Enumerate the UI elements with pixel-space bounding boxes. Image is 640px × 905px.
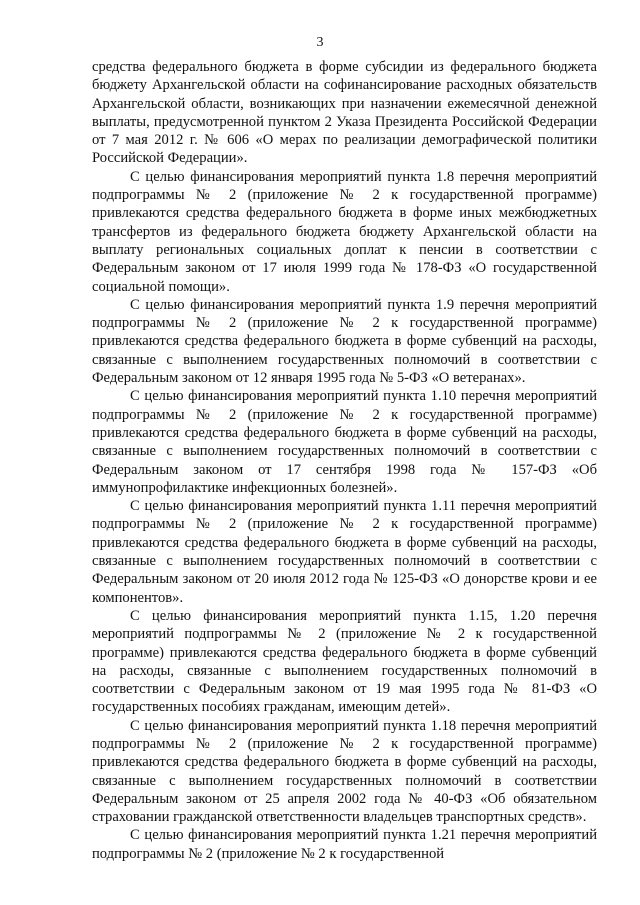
page-number: 3 [316, 35, 324, 50]
paragraph-item-1-11: С целью финансирования мероприятий пункта 1.11 перечня мероприятий подпрограммы № 2 (приложение № 2 к государственной программе) привлекаются средства федерального бюджета в форме субвенций на расходы, связанные с выполнением государственных полномочий в соответствии с Федеральным законом от 20 июля 2012 года № 125-ФЗ «О донорстве крови и ее компонентов». [92, 498, 597, 606]
paragraph-item-1-10: С целью финансирования мероприятий пункта 1.10 перечня мероприятий подпрограммы № 2 (приложение № 2 к государственной программе) привлекаются средства федерального бюджета в форме субвенций на расходы, связанные с выполнением государственных полномочий в соответствии с Федеральным законом от 17 сентября 1998 года № 157-ФЗ «Об иммунопрофилактике инфекционных болезней». [92, 388, 597, 496]
paragraph-item-1-21: С целью финансирования мероприятий пункта 1.21 перечня мероприятий подпрограммы № 2 (приложение № 2 к государственной [92, 827, 597, 862]
paragraph-item-1-15-1-20: С целью финансирования мероприятий пункта 1.15, 1.20 перечня мероприятий подпрограммы № 2 (приложение № 2 к государственной программе) привлекаются средства федерального бюджета в форме субвенций на расходы, связанные с выполнением государственных полномочий в соответствии с Федеральным законом от 19 мая 1995 года № 81-ФЗ «О государственных пособиях гражданам, имеющим детей». [92, 607, 597, 716]
paragraph-continuation: средства федерального бюджета в форме субсидии из федерального бюджета бюджету Архангельской области на софинансирование расходных обязательств Архангельской области, возникающих при назначении ежемесячной денежной выплаты, предусмотренной пунктом 2 Указа Президента Российской Федерации от 7 мая 2012 г. № 606 «О мерах по реализации демографической политики Российской Федерации». [92, 59, 597, 167]
paragraph-item-1-8: С целью финансирования мероприятий пункта 1.8 перечня мероприятий подпрограммы № 2 (приложение № 2 к государственной программе) привлекаются средства федерального бюджета в форме иных межбюджетных трансфертов из федерального бюджета бюджету Архангельской области на выплату региональных социальных доплат к пенсии в соответствии с Федеральным законом от 17 июля 1999 года № 178-ФЗ «О государственной социальной помощи». [92, 168, 597, 295]
document-body [92, 58, 597, 863]
paragraph-item-1-9: С целью финансирования мероприятий пункта 1.9 перечня мероприятий подпрограммы № 2 (приложение № 2 к государственной программе) привлекаются средства федерального бюджета в форме субвенций на расходы, связанные с выполнением государственных полномочий в соответствии с Федеральным законом от 12 января 1995 года № 5-ФЗ «О ветеранах». [92, 296, 597, 387]
paragraph-item-1-18: С целью финансирования мероприятий пункта 1.18 перечня мероприятий подпрограммы № 2 (приложение № 2 к государственной программе) привлекаются средства федерального бюджета в форме субвенций на расходы, связанные с выполнением государственных полномочий в соответствии Федеральным законом от 25 апреля 2002 года № 40-ФЗ «Об обязательном страховании гражданской ответственности владельцев транспортных средств». [92, 717, 597, 826]
